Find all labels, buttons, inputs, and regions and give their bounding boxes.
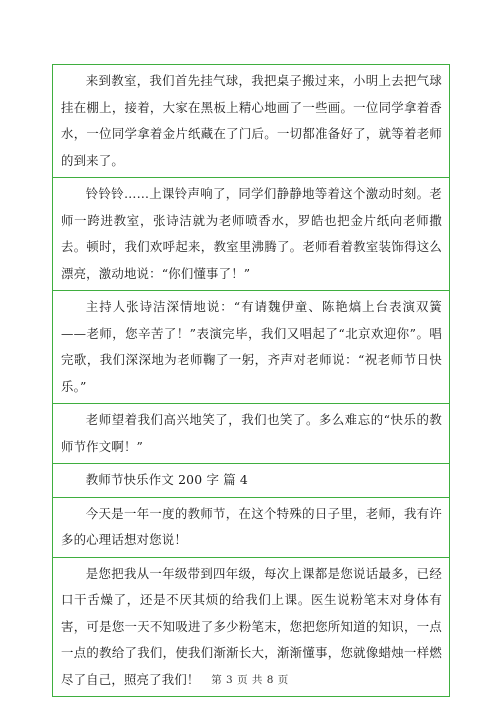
paragraph-cell (53, 404, 449, 464)
section-heading: 教师节快乐作文 200 字 篇 4 (85, 472, 249, 487)
paragraph: 老师望着我们高兴地笑了，我们也笑了。多么难忘的“快乐的教师节作文啊！” (61, 412, 442, 454)
paragraph-cell (53, 498, 449, 558)
page-number: 第 3 页 共 8 页 (211, 674, 289, 686)
document-table (52, 64, 450, 697)
heading-cell (53, 464, 449, 498)
paragraph: 是您把我从一年级带到四年级，每次上课都是您说话最多，已经口干舌燥了，还是不厌其烦的给我们上课。医生说粉笔末对身体有害，可是您一天不知吸进了多少粉笔末，您把您所知道的知识，一点一点的教给了我们，使我们渐渐长大，渐渐懂事，您就像蜡烛一样燃尽了自己，照亮了我们！ (61, 565, 442, 687)
paragraph: 今天是一年一度的教师节，在这个特殊的日子里，老师，我有许多的心理话想对您说！ (61, 505, 442, 547)
paragraph: 铃铃铃……上课铃声响了，同学们静静地等着这个激动时刻。老师一跨进教室，张诗洁就为老师喷香水，罗皓也把金片纸向老师撒去。顿时，我们欢呼起来，教室里沸腾了。老师看着教室装饰得这么漂亮，激动地说：“你们懂事了！” (61, 186, 442, 281)
paragraph-cell (53, 291, 449, 404)
paragraph-cell (53, 178, 449, 291)
paragraph: 来到教室，我们首先挂气球，我把桌子搬过来，小明上去把气球挂在棚上，接着，大家在黑板上精心地画了一些画。一位同学拿着香水，一位同学拿着金片纸藏在了门后。一切都准备好了，就等着老师的到来了。 (61, 73, 442, 168)
paragraph: 主持人张诗洁深情地说：“有请魏伊童、陈艳熇上台表演双簧——老师，您辛苦了！”表演完毕，我们又唱起了“北京欢迎你”。唱完歌，我们深深地为老师鞠了一躬，齐声对老师说：“祝老师节日快乐。” (61, 299, 442, 394)
paragraph-cell (53, 65, 449, 178)
